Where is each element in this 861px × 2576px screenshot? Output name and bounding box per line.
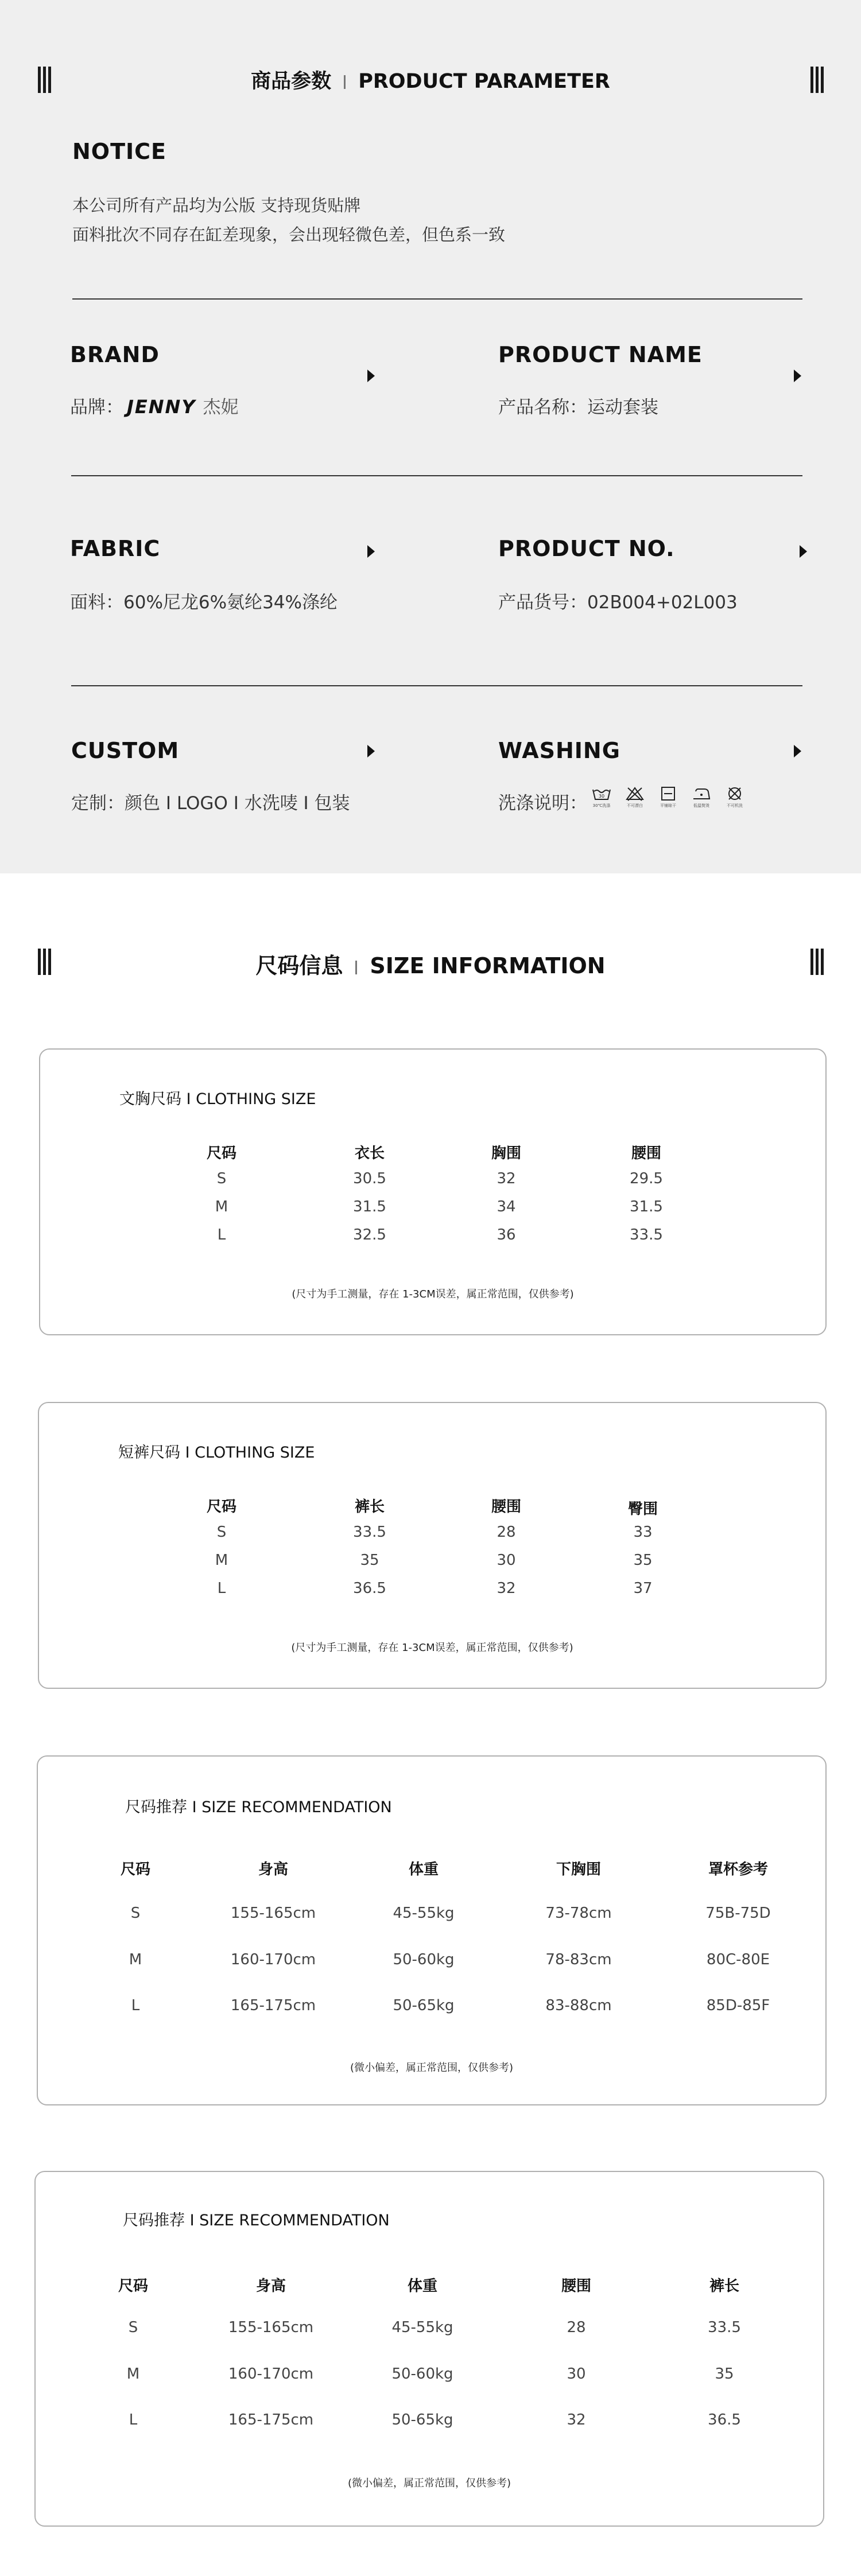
table-cell: 31.5: [353, 1198, 386, 1215]
divider: [71, 475, 802, 476]
table-cell: 165-175cm: [230, 1997, 316, 2014]
table-cell: S: [130, 1905, 141, 1922]
table-cell: 32: [497, 1170, 516, 1187]
title-separator: [344, 75, 346, 89]
header-cell: 身高: [255, 2278, 286, 2295]
header-cell: 罩杯参考: [708, 1861, 768, 1878]
svg-text:30: 30: [598, 794, 605, 799]
table-cell: M: [215, 1198, 228, 1215]
bra-size-card: [39, 1048, 827, 1335]
brand-name: 杰妮: [203, 397, 239, 418]
divider: [72, 298, 802, 300]
table-cell: S: [128, 2319, 138, 2336]
table-cell: L: [217, 1580, 226, 1597]
washing-arrow-icon: [794, 745, 801, 757]
table-cell: 35: [633, 1552, 653, 1569]
table-cell: 30: [497, 1552, 516, 1569]
table-cell: 36: [497, 1226, 516, 1244]
header-cell: 腰围: [561, 2278, 591, 2295]
brand-arrow-icon: [367, 370, 375, 382]
header-cell: 尺码: [206, 1145, 236, 1162]
header-cell: 尺码: [206, 1498, 236, 1516]
section-title: [0, 65, 861, 94]
header-cell: 腰围: [631, 1145, 661, 1162]
table-cell: S: [216, 1170, 227, 1187]
no-bleach-icon: [622, 786, 647, 809]
notice-line-1: 本公司所有产品均为公版 支持现货贴牌: [72, 196, 361, 215]
line-dry-icon: [656, 786, 681, 809]
table-cell: 50-65kg: [393, 1997, 455, 2014]
table-cell: 85D-85F: [706, 1997, 770, 2014]
table-cell: 50-65kg: [391, 2411, 453, 2429]
table-cell: 35: [360, 1552, 379, 1569]
header-cell: 身高: [258, 1861, 288, 1878]
table-cell: 165-175cm: [228, 2411, 314, 2429]
table-cell: 160-170cm: [230, 1951, 316, 1968]
card-title: 尺码推荐 I SIZE RECOMMENDATION: [123, 2212, 390, 2229]
title-cn: 商品参数: [251, 70, 332, 93]
no-bleach-label: 不可漂白: [627, 803, 643, 808]
header-cell: 下胸围: [556, 1861, 601, 1878]
table-cell: 33.5: [353, 1524, 386, 1541]
header-cell: 胸围: [491, 1145, 521, 1162]
table-cell: 50-60kg: [391, 2365, 453, 2383]
header-cell: 尺码: [118, 2278, 148, 2295]
brand-label: 品牌：: [70, 397, 123, 418]
table-cell: 78-83cm: [545, 1951, 612, 1968]
header-cell: 尺码: [120, 1861, 150, 1878]
table-cell: 36.5: [353, 1580, 386, 1597]
table-cell: 30.5: [353, 1170, 386, 1187]
table-cell: 45-55kg: [393, 1905, 455, 1922]
divider: [71, 685, 802, 686]
table-cell: 32: [567, 2411, 586, 2429]
card-title: 短裤尺码 I CLOTHING SIZE: [118, 1444, 315, 1462]
table-cell: M: [126, 2365, 140, 2383]
table-cell: M: [129, 1951, 142, 1968]
table-cell: 37: [633, 1580, 653, 1597]
product-no-heading: PRODUCT NO.: [498, 536, 675, 561]
table-cell: 31.5: [630, 1198, 663, 1215]
table-cell: 75B-75D: [705, 1905, 771, 1922]
card-note: (尺寸为手工测量，存在 1-3CM误差，属正常范围，仅供参考): [292, 1288, 574, 1300]
header-cell: 裤长: [709, 2278, 739, 2295]
header-cell: 腰围: [491, 1498, 521, 1516]
table-cell: S: [216, 1524, 227, 1541]
low-iron-icon: [689, 786, 714, 809]
product-no-arrow-icon: [800, 545, 807, 558]
card-note: (微小偏差，属正常范围，仅供参考): [347, 2477, 511, 2489]
header-cell: 衣长: [354, 1145, 385, 1162]
table-cell: M: [215, 1552, 228, 1569]
table-cell: L: [217, 1226, 226, 1244]
title-en: PRODUCT PARAMETER: [358, 70, 610, 93]
table-cell: 33.5: [708, 2319, 741, 2336]
card-title: 尺码推荐 I SIZE RECOMMENDATION: [125, 1798, 392, 1816]
table-cell: L: [131, 1997, 140, 2014]
table-cell: 36.5: [708, 2411, 741, 2429]
fabric-value: 面料：60%尼龙6%氨纶34%涤纶: [70, 592, 338, 613]
header-cell: 臀围: [627, 1501, 658, 1518]
table-cell: 30: [567, 2365, 586, 2383]
fabric-heading: FABRIC: [70, 536, 161, 561]
table-cell: 32: [497, 1580, 516, 1597]
table-cell: 80C-80E: [706, 1951, 770, 1968]
card-note: (微小偏差，属正常范围，仅供参考): [350, 2062, 514, 2074]
brand-heading: BRAND: [70, 342, 160, 367]
table-cell: 155-165cm: [228, 2319, 314, 2336]
table-cell: 73-78cm: [545, 1905, 612, 1922]
table-cell: 34: [497, 1198, 516, 1215]
low-iron-label: 低温熨烫: [693, 803, 709, 808]
line-dry-label: 平铺晾干: [660, 803, 676, 808]
product-parameter-section: [0, 0, 861, 873]
washing-heading: WASHING: [498, 738, 620, 763]
shorts-size-card: [38, 1402, 827, 1689]
table-cell: 35: [715, 2365, 734, 2383]
product-no-value: 产品货号：02B004+02L003: [498, 592, 738, 613]
size-title-cn: 尺码信息: [255, 953, 343, 978]
title-separator: [355, 961, 357, 974]
table-cell: 33: [633, 1524, 653, 1541]
notice-heading: NOTICE: [72, 139, 167, 164]
table-cell: 160-170cm: [228, 2365, 314, 2383]
notice-line-2: 面料批次不同存在缸差现象，会出现轻微色差，但色系一致: [72, 225, 506, 244]
fabric-arrow-icon: [367, 545, 375, 558]
table-cell: 45-55kg: [391, 2319, 453, 2336]
custom-heading: CUSTOM: [71, 738, 180, 763]
header-cell: 裤长: [354, 1498, 385, 1516]
wash-30-label: 30℃洗涤: [592, 803, 611, 808]
washing-label: 洗涤说明：: [498, 793, 587, 814]
table-cell: 28: [567, 2319, 586, 2336]
table-cell: 155-165cm: [230, 1905, 316, 1922]
table-cell: 83-88cm: [545, 1997, 612, 2014]
table-cell: 33.5: [630, 1226, 663, 1244]
card-note: (尺寸为手工测量，存在 1-3CM误差，属正常范围，仅供参考): [291, 1642, 573, 1654]
custom-arrow-icon: [367, 745, 375, 757]
custom-value: 定制：颜色 I LOGO I 水洗唛 I 包装: [71, 793, 350, 814]
table-cell: 50-60kg: [393, 1951, 455, 1968]
header-cell: 体重: [408, 1861, 439, 1878]
product-name-value: 产品名称：运动套装: [498, 397, 658, 418]
table-cell: 28: [497, 1524, 516, 1541]
product-name-heading: PRODUCT NAME: [498, 342, 703, 367]
table-cell: 29.5: [630, 1170, 663, 1187]
no-tumble-dry-icon: [722, 786, 747, 809]
bottom-size-recommendation-card: [34, 2171, 824, 2527]
size-section-title: [0, 948, 861, 980]
brand-logo: JENNY: [127, 396, 196, 418]
size-title-en: SIZE INFORMATION: [370, 953, 606, 978]
top-size-recommendation-card: [37, 1755, 827, 2105]
card-title: 文胸尺码 I CLOTHING SIZE: [119, 1090, 316, 1108]
brand-value: [70, 393, 239, 418]
wash-30-icon: [589, 786, 614, 809]
product-name-arrow-icon: [794, 370, 801, 382]
no-tumble-dry-label: 不可机洗: [727, 803, 743, 808]
header-cell: 体重: [407, 2278, 437, 2295]
table-cell: L: [129, 2411, 138, 2429]
table-cell: 32.5: [353, 1226, 386, 1244]
